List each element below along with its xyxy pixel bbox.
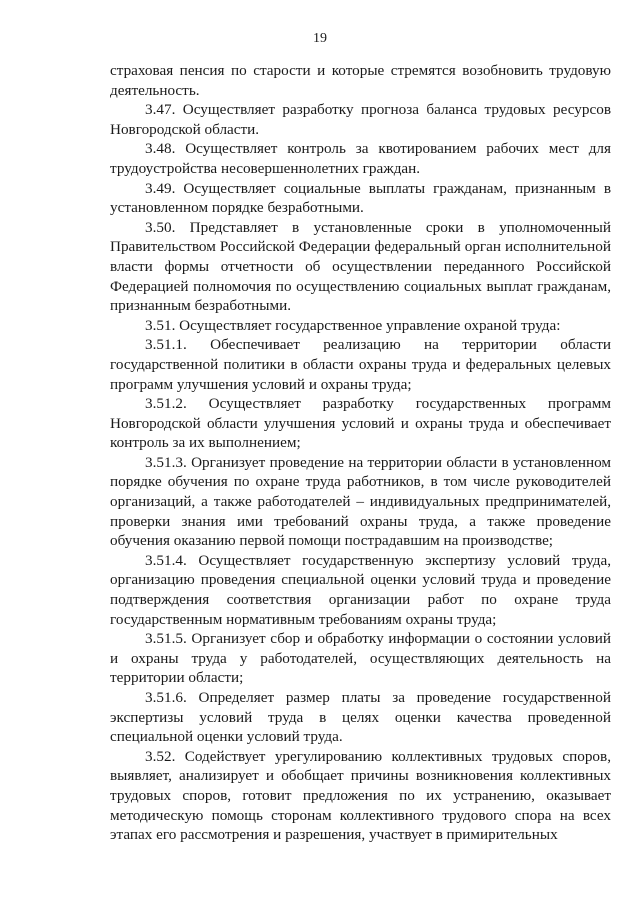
paragraph-3-49: 3.49. Осуществляет социальные выплаты гражданам, признанным в установленном порядке безработными. — [110, 179, 611, 217]
paragraph-3-51-3: 3.51.3. Организует проведение на территории области в установленном порядке обучения по охране труда работников, в том числе руководителей организаций, а также работодателей – индивидуальных предпринимателей, проверки знания ими требований охраны труда, а также проведение обучения оказанию первой помощи пострадавшим на производстве; — [110, 453, 611, 550]
paragraph-continuation: страховая пенсия по старости и которые стремятся возобновить трудовую деятельность. — [110, 62, 611, 99]
paragraph-3-50: 3.50. Представляет в установленные сроки в уполномоченный Правительством Российской Федерации федеральный орган исполнительной власти формы отчетности об осуществлении переданного Российской Федерацией полномочия по осуществлению социальных выплат гражданам, признанным безработными. — [110, 218, 611, 315]
paragraph-3-51-2: 3.51.2. Осуществляет разработку государственных программ Новгородской области улучшения условий и охраны труда и обеспечивает контроль за их выполнением; — [110, 395, 611, 452]
paragraph-3-51-1: 3.51.1. Обеспечивает реализацию на территории области государственной политики в области охраны труда и федеральных целевых программ улучшения условий и охраны труда; — [110, 336, 611, 393]
document-body — [110, 61, 611, 845]
page-number: 19 — [313, 31, 327, 46]
paragraph-3-52: 3.52. Содействует урегулированию коллективных трудовых споров, выявляет, анализирует и обобщает причины возникновения коллективных трудовых споров, готовит предложения по их устранению, оказывает методическую помощь сторонам коллективного трудового спора на всех этапах его рассмотрения и разрешения, участвует в примирительных — [110, 747, 611, 844]
paragraph-3-47: 3.47. Осуществляет разработку прогноза баланса трудовых ресурсов Новгородской области. — [110, 101, 611, 138]
paragraph-3-48: 3.48. Осуществляет контроль за квотированием рабочих мест для трудоустройства несовершеннолетних граждан. — [110, 140, 611, 177]
paragraph-3-51-4: 3.51.4. Осуществляет государственную экспертизу условий труда, организацию проведения специальной оценки условий труда и проведение подтверждения соответствия организации работ по охране труда государственным нормативным требованиям охраны труда; — [110, 551, 611, 628]
paragraph-3-51: 3.51. Осуществляет государственное управление охраной труда: — [145, 316, 561, 334]
paragraph-3-51-6: 3.51.6. Определяет размер платы за проведение государственной экспертизы условий труда в целях оценки качества проведенной специальной оценки условий труда. — [110, 689, 611, 746]
paragraph-3-51-5: 3.51.5. Организует сбор и обработку информации о состоянии условий и охраны труда у работодателей, осуществляющих деятельность на территории области; — [110, 630, 611, 687]
